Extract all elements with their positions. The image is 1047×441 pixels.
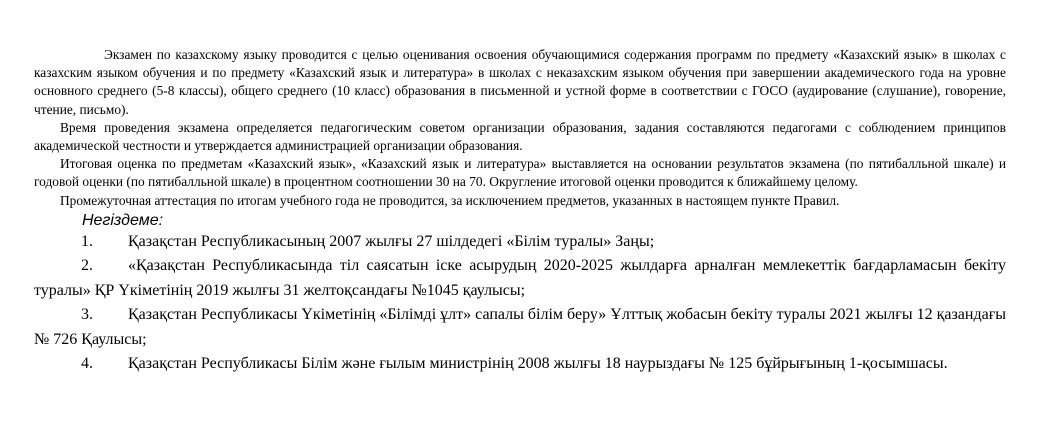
list-item-number: 3. [81,306,93,324]
paragraph-intermediate-attestation: Промежуточная аттестация по итогам учебного года не проводится, за исключением предметов, указанных в настоящем пункте Правил. [60,192,840,208]
basis-heading: Негiздеме: [82,211,164,229]
paragraph-exam-timing: Время проведения экзамена определяется педагогическим советом организации образования, задания составляются педагогами с соблюдением принципов академической честности и утверждается администрацией организации образования. [34,119,1006,154]
list-item [34,230,1006,255]
list-item [34,352,1006,377]
list-item-text: Қазақстан Республикасы Бiлiм және ғылым министрiнiң 2008 жылғы 18 наурыздағы № 125 бұйрығының 1-қосымшасы. [128,355,948,373]
list-item-text: «Қазақстан Республикасында тiл саясатын iске асырудың 2020-2025 жылдарға арналған мемлекеттiк бағдарламасын бекiту туралы» ҚР Үкiметiнiң 2019 жылғы 31 желтоқсандағы №1045 қаулысы; [34,257,1006,299]
paragraph-exam-purpose: Экзамен по казахскому языку проводится с целью оценивания освоения обучающимися содержания программ по предмету «Казахский язык» в школах с казахским языком обучения и по предмету «Казахский язык и литература» в школах с неказахским языком обучения при завершении академического года на уровне основного среднего (5-8 классы), общего среднего (10 класс) образования в письменной и устной форме в соответствии с ГОСО (аудирование (слушание), говорение, чтение, письмо). [34,47,1006,117]
list-item-text: Қазақстан Республикасының 2007 жылғы 27 шiлдедегi «Бiлiм туралы» Заңы; [128,232,655,250]
list-item [34,254,1006,303]
basis-list [34,230,1006,377]
list-item-number: 4. [81,355,93,373]
paragraph-final-grade: Итоговая оценка по предметам «Казахский язык», «Казахский язык и литература» выставляется на основании результатов экзамена (по пятибалльной шкале) и годовой оценки (по пятибалльной шкале) в процентном соотношении 30 на 70. Округление итоговой оценки проводится к ближайшему целому. [34,156,1006,190]
list-item-number: 1. [81,232,93,250]
list-item-number: 2. [81,257,93,275]
document-body [34,46,1006,377]
list-item [34,303,1006,352]
list-item-text: Қазақстан Республикасы Үкiметiнiң «Бiлiмдi ұлт» сапалы бiлiм беру» Ұлттық жобасын бекiту туралы 2021 жылғы 12 қазандағы № 726 Қаулысы; [34,306,1006,348]
